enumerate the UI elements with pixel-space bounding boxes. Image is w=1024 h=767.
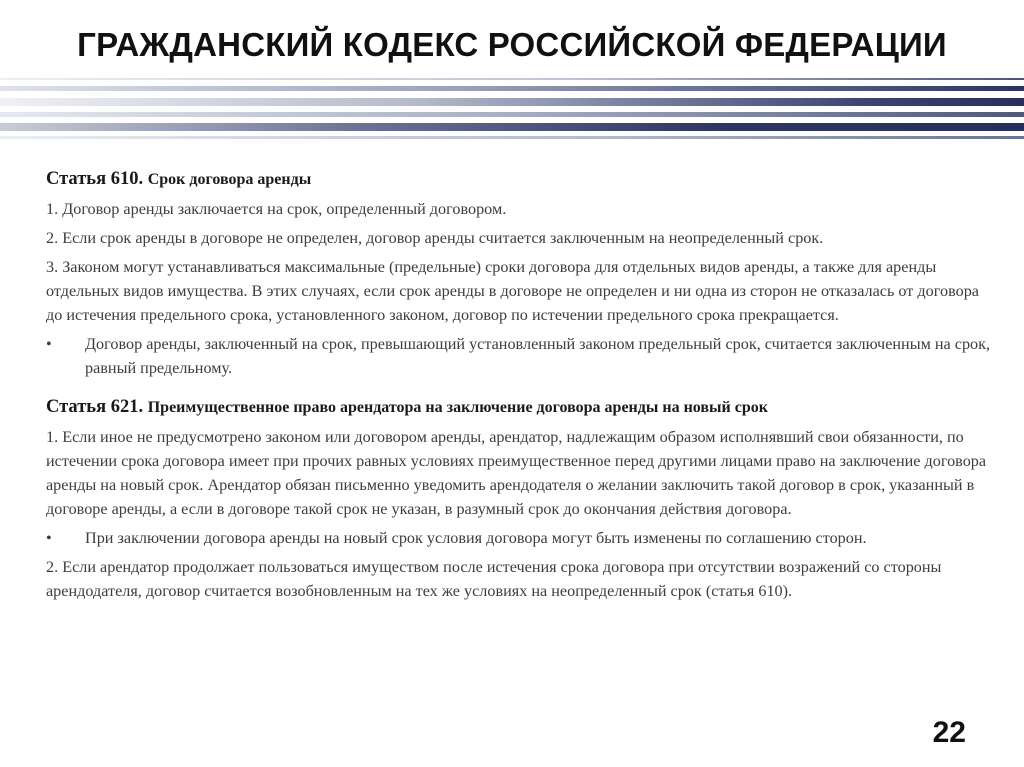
article-621-bullet [46, 526, 991, 550]
stripe-3 [0, 98, 1024, 106]
article-610-bullet-text: Договор аренды, заключенный на срок, превышающий установленный законом предельный срок, считается заключенным на срок, равный предельному. [85, 335, 991, 377]
article-610-paragraph-2: 2. Если срок аренды в договоре не определен, договор аренды считается заключенным на неопределенный срок. [46, 229, 824, 247]
article-content [46, 167, 991, 603]
stripe-6 [0, 136, 1024, 139]
article-610-title: Срок договора аренды [147, 171, 312, 188]
decorative-stripes [0, 78, 1024, 140]
article-610-number: Статья 610. [46, 169, 144, 189]
article-621-bullet-text: При заключении договора аренды на новый срок условия договора могут быть изменены по соглашению сторон. [85, 529, 867, 547]
stripe-4 [0, 112, 1024, 117]
slide-title: ГРАЖДАНСКИЙ КОДЕКС РОССИЙСКОЙ ФЕДЕРАЦИИ [77, 26, 947, 63]
article-610-bullet [46, 332, 991, 380]
article-621-paragraph-2: 2. Если арендатор продолжает пользоваться имуществом после истечения срока договора при отсутствии возражений со стороны арендодателя, договор считается возобновленным на тех же условиях на неопределенный срок (статья 610). [46, 558, 942, 600]
stripe-1 [0, 78, 1024, 80]
article-621-heading [46, 395, 991, 420]
section-gap [46, 380, 991, 395]
stripe-5 [0, 123, 1024, 131]
article-621-paragraph-1: 1. Если иное не предусмотрено законом или договором аренды, арендатор, надлежащим образом исполнявший свои обязанности, по истечении срока договора имеет при прочих равных условиях преимущественное перед другими лицами право на заключение договора аренды на новый срок. Арендатор обязан письменно уведомить арендодателя о желании заключить такой договор в срок, указанный в договоре аренды, а если в договоре такой срок не указан, в разумный срок до окончания действия договора. [46, 428, 987, 518]
bullet-dot: • [46, 529, 52, 547]
stripe-2 [0, 86, 1024, 91]
article-621-number: Статья 621. [46, 397, 144, 417]
article-610-heading [46, 167, 991, 192]
article-610-paragraph-1: 1. Договор аренды заключается на срок, определенный договором. [46, 200, 507, 218]
bullet-dot: • [46, 335, 52, 353]
article-610-paragraph-3: 3. Законом могут устанавливаться максимальные (предельные) сроки договора для отдельных видов аренды, а также для аренды отдельных видов имущества. В этих случаях, если срок аренды в договоре не определен и ни одна из сторон не отказалась от договора до истечения предельного срока, установленного законом, договор по истечении предельного срока прекращается. [46, 258, 979, 324]
article-621-title: Преимущественное право арендатора на заключение договора аренды на новый срок [147, 399, 768, 416]
page-number: 22 [932, 716, 966, 749]
